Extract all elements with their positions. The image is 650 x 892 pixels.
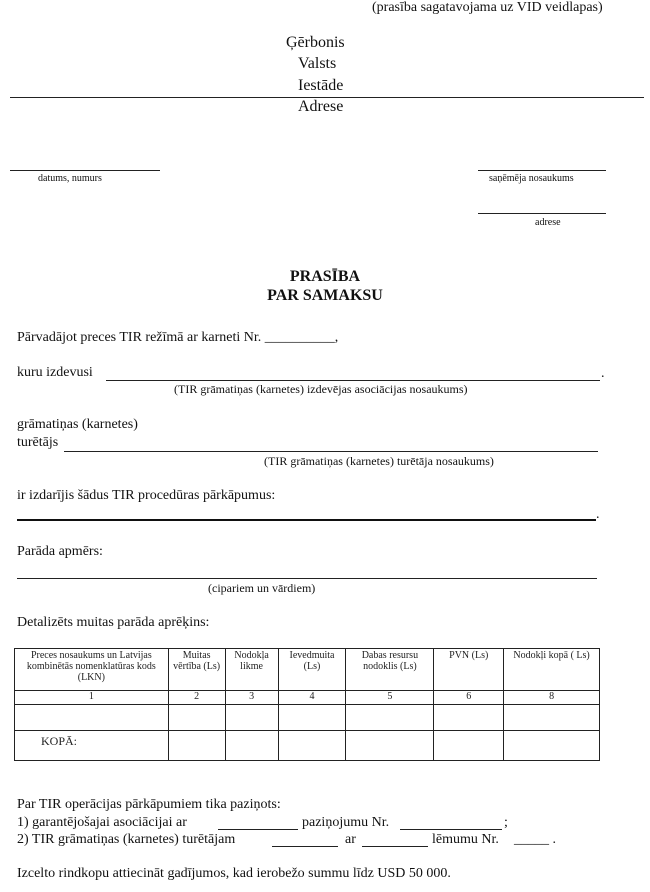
table-cell[interactable]	[225, 705, 278, 731]
total-row	[15, 731, 600, 761]
issued-by-end-dot: .	[601, 366, 605, 381]
column-number: 8	[504, 691, 600, 705]
recipient-address-line[interactable]	[478, 213, 606, 214]
decision-date-line-2[interactable]	[362, 846, 428, 847]
recipient-address-caption: adrese	[535, 217, 561, 228]
holder-label-line-2: turētājs	[17, 435, 59, 450]
decision-date-line[interactable]	[272, 846, 338, 847]
decision-item-2-label: 2) TIR grāmatiņas (karnetes) turētājam	[17, 832, 236, 847]
notice-item-1-end: ;	[504, 815, 508, 830]
table-cell[interactable]	[434, 705, 504, 731]
issued-by-caption: (TIR grāmatiņas (karnetes) izdevējas asociācijas nosaukums)	[174, 382, 468, 396]
institution-label: Iestāde	[298, 77, 344, 94]
title-line-2: PAR SAMAKSU	[267, 287, 383, 304]
violations-label: ir izdarījis šādus TIR procedūras pārkāpumus:	[17, 488, 276, 503]
table-cell[interactable]	[168, 731, 225, 761]
remark-text: Izcelto rindkopu attiecināt gadījumos, kad ierobežo summu līdz USD 50 000.	[17, 866, 451, 881]
holder-caption: (TIR grāmatiņas (karnetes) turētāja nosaukums)	[264, 454, 494, 468]
column-header: Nodokļa likme	[225, 649, 278, 691]
column-header: Preces nosaukums un Latvijas kombinētās nomenklatūras kods (LKN)	[15, 649, 169, 691]
column-header: Ievedmuita (Ls)	[278, 649, 346, 691]
column-header: PVN (Ls)	[434, 649, 504, 691]
table-cell[interactable]	[346, 731, 434, 761]
column-header: Nodokļi kopā ( Ls)	[504, 649, 600, 691]
table-cell[interactable]	[504, 731, 600, 761]
column-number: 3	[225, 691, 278, 705]
column-number: 5	[346, 691, 434, 705]
table-cell[interactable]	[225, 731, 278, 761]
customs-debt-table	[14, 648, 600, 761]
table-row	[15, 705, 600, 731]
address-label: Adrese	[298, 98, 344, 115]
coat-of-arms-label: Ģērbonis	[286, 34, 345, 51]
carnet-number-blank[interactable]: __________,	[264, 330, 339, 345]
date-number-line[interactable]	[10, 170, 160, 171]
table-cell[interactable]	[15, 705, 169, 731]
debt-amount-caption: (cipariem un vārdiem)	[208, 581, 316, 595]
issued-by-label: kuru izdevusi	[17, 365, 93, 380]
issued-by-line[interactable]	[106, 380, 600, 381]
recipient-name-caption: saņēmēja nosaukums	[489, 173, 574, 184]
table-cell[interactable]	[278, 731, 346, 761]
notified-label: Par TIR operācijas pārkāpumiem tika paziņots:	[17, 797, 281, 812]
table-cell[interactable]	[434, 731, 504, 761]
column-number-row	[15, 691, 600, 705]
table-cell[interactable]	[346, 705, 434, 731]
table-cell[interactable]	[504, 705, 600, 731]
title-line-1: PRASĪBA	[289, 268, 361, 285]
table-cell[interactable]	[278, 705, 346, 731]
decision-with-label: ar	[345, 832, 356, 847]
violations-end-dot: .	[596, 507, 600, 522]
column-number: 1	[15, 691, 169, 705]
debt-amount-label: Parāda apmērs:	[17, 544, 103, 559]
notice-date-line[interactable]	[218, 829, 298, 830]
debt-amount-line[interactable]	[17, 578, 597, 579]
holder-line[interactable]	[64, 451, 598, 452]
detailed-calc-label: Detalizēts muitas parāda aprēķins:	[17, 615, 210, 630]
decision-number-blank[interactable]: _____ .	[514, 832, 556, 847]
carnet-number-label: Pārvadājot preces TIR režīmā ar karneti Nr.	[17, 330, 262, 345]
violations-line[interactable]	[17, 519, 596, 521]
total-label: KOPĀ:	[15, 731, 169, 761]
recipient-name-line[interactable]	[478, 170, 606, 171]
decision-number-label: lēmumu Nr.	[432, 832, 499, 847]
notice-number-line[interactable]	[400, 829, 502, 830]
column-header: Dabas resursu nodoklis (Ls)	[346, 649, 434, 691]
carnet-number-text	[17, 330, 338, 346]
column-number: 6	[434, 691, 504, 705]
holder-label-line-1: grāmatiņas (karnetes)	[17, 417, 138, 432]
column-number: 2	[168, 691, 225, 705]
column-number: 4	[278, 691, 346, 705]
table-cell[interactable]	[168, 705, 225, 731]
table-header-row	[15, 649, 600, 691]
column-header: Muitas vērtība (Ls)	[168, 649, 225, 691]
state-label: Valsts	[298, 55, 337, 72]
form-note: (prasība sagatavojama uz VID veidlapas)	[372, 0, 603, 15]
date-number-caption: datums, numurs	[38, 173, 102, 184]
notice-item-1-label: 1) garantējošajai asociācijai ar	[17, 815, 187, 830]
notice-number-label: paziņojumu Nr.	[302, 815, 390, 830]
